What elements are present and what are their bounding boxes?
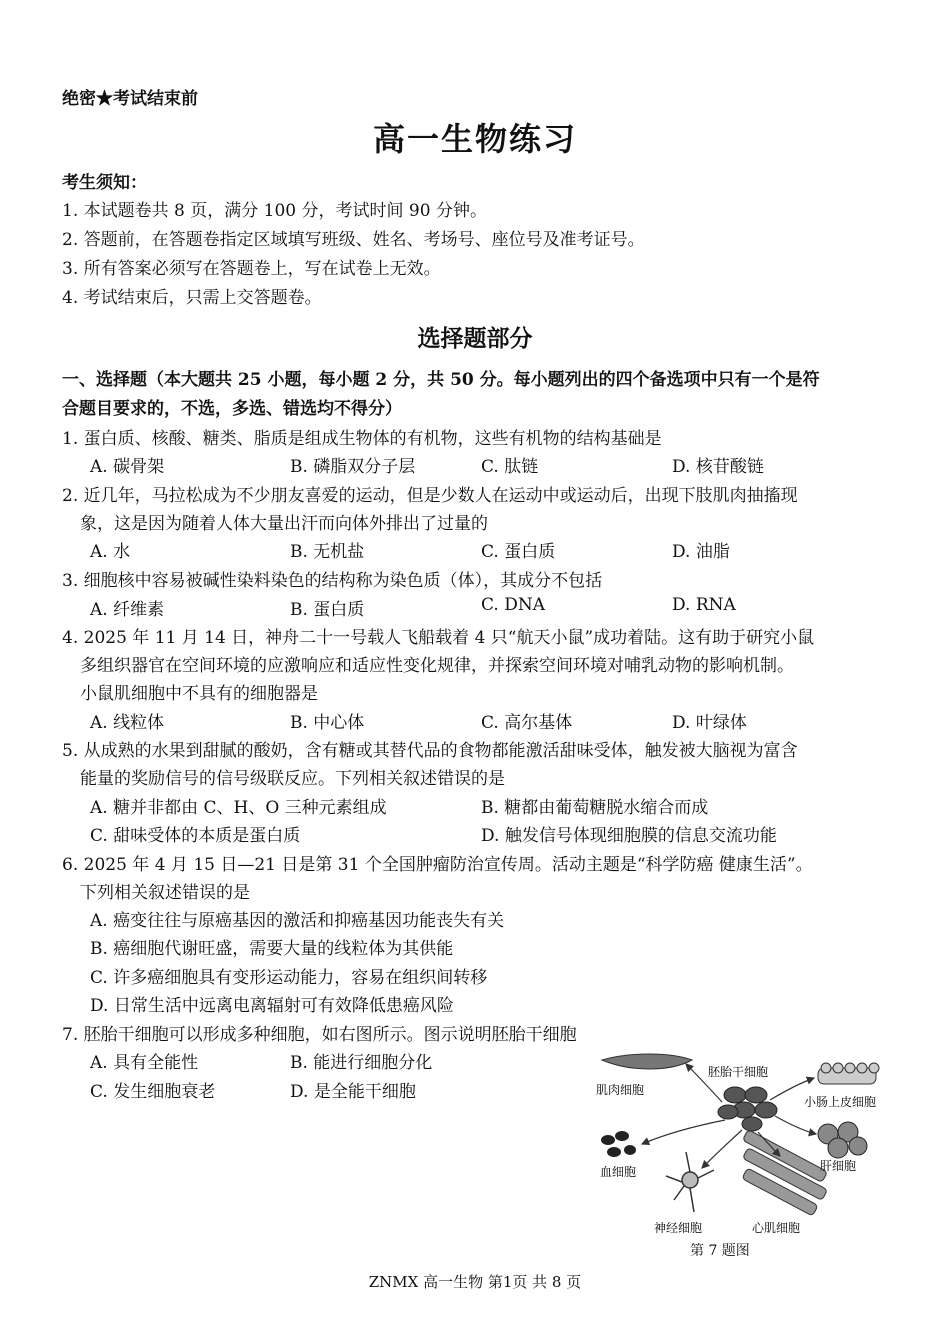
- q2-option-d: D. 油脂: [672, 542, 730, 562]
- label-stem-cell: 胚胎干细胞: [708, 1065, 769, 1079]
- question-4-stem-cont: 多组织器官在空间环境的应激响应和适应性变化规律，并探索空间环境对哺乳动物的影响机制。: [80, 656, 794, 676]
- q6-option-a: A. 癌变往往与原癌基因的激活和抑癌基因功能丧失有关: [90, 911, 505, 931]
- notice-item: 2. 答题前，在答题卷指定区域填写班级、姓名、考场号、座位号及准考证号。: [62, 230, 645, 250]
- q2-option-b: B. 无机盐: [290, 542, 365, 562]
- notice-item: 3. 所有答案必须写在答题卷上，写在试卷上无效。: [62, 259, 441, 279]
- page-footer: ZNMX 高一生物 第1页 共 8 页: [368, 1273, 582, 1291]
- question-2-stem-cont: 象，这是因为随着人体大量出汗而向体外排出了过量的: [80, 514, 488, 534]
- q7-option-c: C. 发生细胞衰老: [90, 1082, 216, 1102]
- stem-cell-diagram: [590, 1050, 900, 1260]
- notice-item: 1. 本试题卷共 8 页，满分 100 分，考试时间 90 分钟。: [62, 201, 487, 221]
- question-6-stem-cont: 下列相关叙述错误的是: [80, 883, 250, 903]
- liver-cell-shape: [818, 1122, 867, 1158]
- section-title: 选择题部分: [417, 325, 533, 352]
- q4-option-c: C. 高尔基体: [481, 713, 573, 733]
- q5-option-b: B. 糖都由葡萄糖脱水缩合而成: [481, 798, 709, 818]
- label-nerve-cell: 神经细胞: [654, 1221, 703, 1235]
- label-muscle-cell: 肌肉细胞: [596, 1083, 645, 1097]
- q3-option-d: D. RNA: [672, 595, 736, 615]
- question-6-stem: 6. 2025 年 4 月 15 日—21 日是第 31 个全国肿瘤防治宣传周。活动主题是“科学防癌 健康生活”。: [62, 855, 813, 875]
- question-3-stem: 3. 细胞核中容易被碱性染料染色的结构称为染色质（体），其成分不包括: [62, 571, 603, 591]
- label-cardiac-cell: 心肌细胞: [752, 1221, 801, 1235]
- question-5-stem-cont: 能量的奖励信号的信号级联反应。下列相关叙述错误的是: [80, 769, 505, 789]
- muscle-cell-shape: [602, 1054, 692, 1069]
- question-4-stem-cont: 小鼠肌细胞中不具有的细胞器是: [80, 684, 318, 704]
- q3-option-b: B. 蛋白质: [290, 600, 365, 620]
- label-intestine-cell: 小肠上皮细胞: [804, 1095, 877, 1109]
- q1-option-a: A. 碳骨架: [90, 457, 165, 477]
- q5-option-d: D. 触发信号体现细胞膜的信息交流功能: [481, 826, 777, 846]
- figure-caption: 第 7 题图: [690, 1243, 750, 1259]
- notice-item: 4. 考试结束后，只需上交答题卷。: [62, 288, 322, 308]
- question-2-stem: 2. 近几年，马拉松成为不少朋友喜爱的运动，但是少数人在运动中或运动后，出现下肢肌肉抽搐现: [62, 486, 798, 506]
- nerve-cell-shape: [666, 1152, 714, 1212]
- q1-option-c: C. 肽链: [481, 457, 539, 477]
- q7-option-b: B. 能进行细胞分化: [290, 1053, 433, 1073]
- q3-option-a: A. 纤维素: [90, 600, 165, 620]
- q1-option-d: D. 核苷酸链: [672, 457, 764, 477]
- q2-option-c: C. 蛋白质: [481, 542, 556, 562]
- q5-option-c: C. 甜味受体的本质是蛋白质: [90, 826, 301, 846]
- q6-option-d: D. 日常生活中远离电离辐射可有效降低患癌风险: [90, 996, 454, 1016]
- stem-cell-cluster: [718, 1087, 777, 1131]
- question-4-stem: 4. 2025 年 11 月 14 日，神舟二十一号载人飞船载着 4 只“航天小鼠”成功着陆。这有助于研究小鼠: [62, 628, 815, 648]
- part-instructions: [62, 366, 892, 424]
- blood-cell-shape: [601, 1131, 636, 1157]
- q6-option-c: C. 许多癌细胞具有变形运动能力，容易在组织间转移: [90, 968, 488, 988]
- page-title: 高一生物练习: [372, 120, 577, 158]
- question-1-stem: 1. 蛋白质、核酸、糖类、脂质是组成生物体的有机物，这些有机物的结构基础是: [62, 429, 662, 449]
- cardiac-muscle-shape: [742, 1130, 828, 1217]
- q3-option-c: C. DNA: [481, 595, 545, 615]
- q4-option-a: A. 线粒体: [90, 713, 165, 733]
- confidential-label: 绝密★考试结束前: [62, 89, 198, 109]
- question-7-stem: 7. 胚胎干细胞可以形成多种细胞，如右图所示。图示说明胚胎干细胞: [62, 1025, 577, 1045]
- q2-option-a: A. 水: [90, 542, 131, 562]
- q4-option-d: D. 叶绿体: [672, 713, 747, 733]
- part-instructions-line: 合题目要求的，不选，多选、错选均不得分）: [62, 399, 402, 419]
- label-liver-cell: 肝细胞: [820, 1159, 857, 1173]
- q1-option-b: B. 磷脂双分子层: [290, 457, 416, 477]
- intestine-epithelial-shape: [818, 1063, 879, 1084]
- part-instructions-line: 一、选择题（本大题共 25 小题，每小题 2 分，共 50 分。每小题列出的四个备选项中只有一个是符: [62, 370, 820, 390]
- q6-option-b: B. 癌细胞代谢旺盛，需要大量的线粒体为其供能: [90, 939, 454, 959]
- notice-heading: 考生须知：: [62, 173, 147, 193]
- q7-option-d: D. 是全能干细胞: [290, 1082, 416, 1102]
- q7-option-a: A. 具有全能性: [90, 1053, 199, 1073]
- label-blood-cell: 血细胞: [600, 1165, 637, 1179]
- q4-option-b: B. 中心体: [290, 713, 365, 733]
- q5-option-a: A. 糖并非都由 C、H、O 三种元素组成: [90, 798, 387, 818]
- question-5-stem: 5. 从成熟的水果到甜腻的酸奶，含有糖或其替代品的食物都能激活甜味受体，触发被大脑视为富含: [62, 741, 798, 761]
